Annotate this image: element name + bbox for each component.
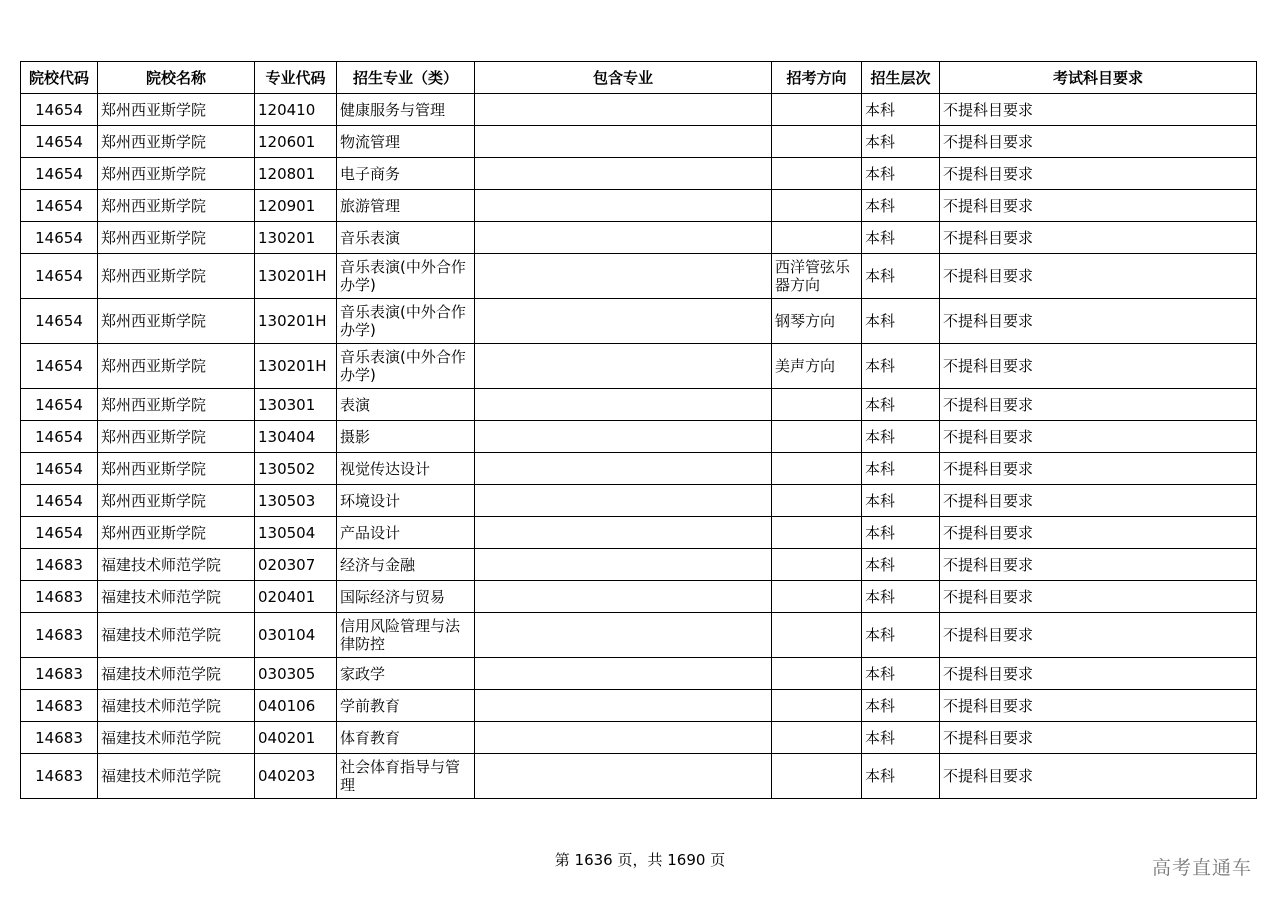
table-row [21,158,1257,190]
cell-direction: 西洋管弦乐器方向 [772,254,862,299]
cell-major-category: 电子商务 [337,158,475,190]
cell-school-name: 郑州西亚斯学院 [98,254,255,299]
cell-major-category: 音乐表演(中外合作办学) [337,344,475,389]
table-row [21,421,1257,453]
cell-major-category: 经济与金融 [337,549,475,581]
cell-major-code: 120410 [255,94,337,126]
cell-included-majors [475,254,772,299]
cell-included-majors [475,299,772,344]
table-row [21,222,1257,254]
cell-direction [772,453,862,485]
cell-direction [772,549,862,581]
table-row [21,485,1257,517]
cell-school-name: 郑州西亚斯学院 [98,94,255,126]
cell-subject-requirement: 不提科目要求 [940,254,1257,299]
cell-direction [772,754,862,799]
cell-school-code: 14654 [21,389,98,421]
cell-major-code: 040106 [255,690,337,722]
header-direction: 招考方向 [772,62,862,94]
cell-major-code: 040201 [255,722,337,754]
cell-direction [772,94,862,126]
cell-school-name: 福建技术师范学院 [98,613,255,658]
cell-direction [772,658,862,690]
cell-included-majors [475,658,772,690]
table-row [21,94,1257,126]
cell-included-majors [475,485,772,517]
cell-major-category: 音乐表演(中外合作办学) [337,254,475,299]
cell-major-category: 学前教育 [337,690,475,722]
cell-school-code: 14654 [21,158,98,190]
cell-included-majors [475,613,772,658]
cell-subject-requirement: 不提科目要求 [940,158,1257,190]
cell-major-code: 130201H [255,299,337,344]
cell-school-name: 郑州西亚斯学院 [98,126,255,158]
cell-major-category: 音乐表演(中外合作办学) [337,299,475,344]
cell-major-code: 030305 [255,658,337,690]
cell-major-code: 040203 [255,754,337,799]
header-major-category: 招生专业（类） [337,62,475,94]
cell-level: 本科 [862,722,940,754]
table-row [21,453,1257,485]
cell-subject-requirement: 不提科目要求 [940,690,1257,722]
cell-included-majors [475,222,772,254]
cell-major-code: 030104 [255,613,337,658]
cell-direction [772,722,862,754]
cell-level: 本科 [862,581,940,613]
table-header-row [21,62,1257,94]
cell-subject-requirement: 不提科目要求 [940,344,1257,389]
table-row [21,517,1257,549]
cell-major-code: 130201H [255,254,337,299]
cell-school-name: 郑州西亚斯学院 [98,158,255,190]
cell-subject-requirement: 不提科目要求 [940,581,1257,613]
cell-school-name: 郑州西亚斯学院 [98,190,255,222]
cell-subject-requirement: 不提科目要求 [940,658,1257,690]
table-row [21,549,1257,581]
cell-level: 本科 [862,190,940,222]
cell-included-majors [475,126,772,158]
cell-direction [772,485,862,517]
cell-school-code: 14654 [21,254,98,299]
cell-school-name: 郑州西亚斯学院 [98,344,255,389]
cell-school-code: 14654 [21,453,98,485]
header-included-majors: 包含专业 [475,62,772,94]
cell-direction [772,190,862,222]
cell-major-code: 020307 [255,549,337,581]
cell-major-category: 音乐表演 [337,222,475,254]
cell-included-majors [475,517,772,549]
table-row [21,722,1257,754]
cell-level: 本科 [862,613,940,658]
cell-included-majors [475,754,772,799]
cell-school-code: 14654 [21,222,98,254]
cell-included-majors [475,722,772,754]
cell-major-category: 家政学 [337,658,475,690]
cell-subject-requirement: 不提科目要求 [940,613,1257,658]
admissions-table [20,61,1257,799]
cell-included-majors [475,549,772,581]
cell-school-name: 福建技术师范学院 [98,722,255,754]
cell-subject-requirement: 不提科目要求 [940,299,1257,344]
cell-direction: 美声方向 [772,344,862,389]
cell-level: 本科 [862,254,940,299]
cell-included-majors [475,690,772,722]
cell-major-code: 120901 [255,190,337,222]
cell-school-code: 14683 [21,658,98,690]
cell-direction [772,581,862,613]
cell-school-code: 14683 [21,549,98,581]
cell-subject-requirement: 不提科目要求 [940,421,1257,453]
cell-level: 本科 [862,158,940,190]
cell-major-code: 130404 [255,421,337,453]
cell-included-majors [475,389,772,421]
cell-major-code: 130504 [255,517,337,549]
cell-level: 本科 [862,299,940,344]
cell-school-code: 14683 [21,754,98,799]
cell-subject-requirement: 不提科目要求 [940,453,1257,485]
cell-major-code: 020401 [255,581,337,613]
table-row [21,754,1257,799]
cell-school-code: 14654 [21,421,98,453]
cell-school-code: 14654 [21,344,98,389]
header-school-name: 院校名称 [98,62,255,94]
cell-major-code: 130301 [255,389,337,421]
page-number: 第 1636 页，共 1690 页 [554,851,726,869]
cell-school-code: 14683 [21,722,98,754]
cell-level: 本科 [862,344,940,389]
cell-school-name: 郑州西亚斯学院 [98,421,255,453]
cell-level: 本科 [862,421,940,453]
cell-school-code: 14683 [21,613,98,658]
cell-level: 本科 [862,485,940,517]
cell-major-category: 产品设计 [337,517,475,549]
cell-subject-requirement: 不提科目要求 [940,754,1257,799]
table-row [21,389,1257,421]
cell-school-name: 福建技术师范学院 [98,549,255,581]
cell-direction [772,126,862,158]
cell-school-name: 郑州西亚斯学院 [98,453,255,485]
cell-major-code: 130201 [255,222,337,254]
header-level: 招生层次 [862,62,940,94]
table-row [21,613,1257,658]
cell-direction: 钢琴方向 [772,299,862,344]
cell-included-majors [475,453,772,485]
cell-major-category: 信用风险管理与法律防控 [337,613,475,658]
cell-level: 本科 [862,389,940,421]
cell-direction [772,389,862,421]
table-row [21,344,1257,389]
cell-school-code: 14654 [21,517,98,549]
cell-level: 本科 [862,126,940,158]
cell-school-name: 福建技术师范学院 [98,754,255,799]
cell-direction [772,158,862,190]
cell-level: 本科 [862,517,940,549]
cell-school-code: 14654 [21,94,98,126]
cell-major-code: 130503 [255,485,337,517]
cell-school-name: 福建技术师范学院 [98,658,255,690]
table-row [21,581,1257,613]
cell-subject-requirement: 不提科目要求 [940,485,1257,517]
table-row [21,126,1257,158]
cell-included-majors [475,158,772,190]
cell-major-code: 120601 [255,126,337,158]
cell-major-code: 120801 [255,158,337,190]
cell-school-code: 14654 [21,485,98,517]
cell-school-code: 14683 [21,581,98,613]
cell-level: 本科 [862,658,940,690]
cell-included-majors [475,94,772,126]
cell-major-category: 摄影 [337,421,475,453]
cell-direction [772,421,862,453]
cell-school-name: 郑州西亚斯学院 [98,517,255,549]
cell-level: 本科 [862,754,940,799]
cell-level: 本科 [862,690,940,722]
cell-major-category: 体育教育 [337,722,475,754]
cell-school-name: 福建技术师范学院 [98,581,255,613]
cell-subject-requirement: 不提科目要求 [940,722,1257,754]
watermark: 高考直通车 [1151,857,1252,879]
cell-major-code: 130502 [255,453,337,485]
cell-major-category: 表演 [337,389,475,421]
cell-school-code: 14654 [21,299,98,344]
cell-included-majors [475,581,772,613]
cell-school-name: 郑州西亚斯学院 [98,389,255,421]
cell-major-category: 旅游管理 [337,190,475,222]
cell-subject-requirement: 不提科目要求 [940,190,1257,222]
cell-school-name: 福建技术师范学院 [98,690,255,722]
cell-level: 本科 [862,453,940,485]
header-subject-requirement: 考试科目要求 [940,62,1257,94]
header-school-code: 院校代码 [21,62,98,94]
cell-major-category: 环境设计 [337,485,475,517]
cell-included-majors [475,190,772,222]
cell-included-majors [475,421,772,453]
cell-school-name: 郑州西亚斯学院 [98,222,255,254]
cell-direction [772,690,862,722]
cell-major-category: 国际经济与贸易 [337,581,475,613]
cell-level: 本科 [862,94,940,126]
cell-major-category: 社会体育指导与管理 [337,754,475,799]
cell-included-majors [475,344,772,389]
cell-subject-requirement: 不提科目要求 [940,126,1257,158]
cell-subject-requirement: 不提科目要求 [940,517,1257,549]
cell-level: 本科 [862,549,940,581]
cell-subject-requirement: 不提科目要求 [940,549,1257,581]
cell-subject-requirement: 不提科目要求 [940,94,1257,126]
table-row [21,690,1257,722]
cell-major-category: 视觉传达设计 [337,453,475,485]
cell-direction [772,613,862,658]
cell-level: 本科 [862,222,940,254]
cell-subject-requirement: 不提科目要求 [940,222,1257,254]
cell-subject-requirement: 不提科目要求 [940,389,1257,421]
cell-major-code: 130201H [255,344,337,389]
cell-major-category: 物流管理 [337,126,475,158]
table-row [21,299,1257,344]
cell-school-code: 14683 [21,690,98,722]
cell-major-category: 健康服务与管理 [337,94,475,126]
cell-school-name: 郑州西亚斯学院 [98,299,255,344]
header-major-code: 专业代码 [255,62,337,94]
cell-school-name: 郑州西亚斯学院 [98,485,255,517]
cell-school-code: 14654 [21,126,98,158]
cell-direction [772,222,862,254]
cell-school-code: 14654 [21,190,98,222]
table-row [21,658,1257,690]
table-row [21,254,1257,299]
cell-direction [772,517,862,549]
table-row [21,190,1257,222]
